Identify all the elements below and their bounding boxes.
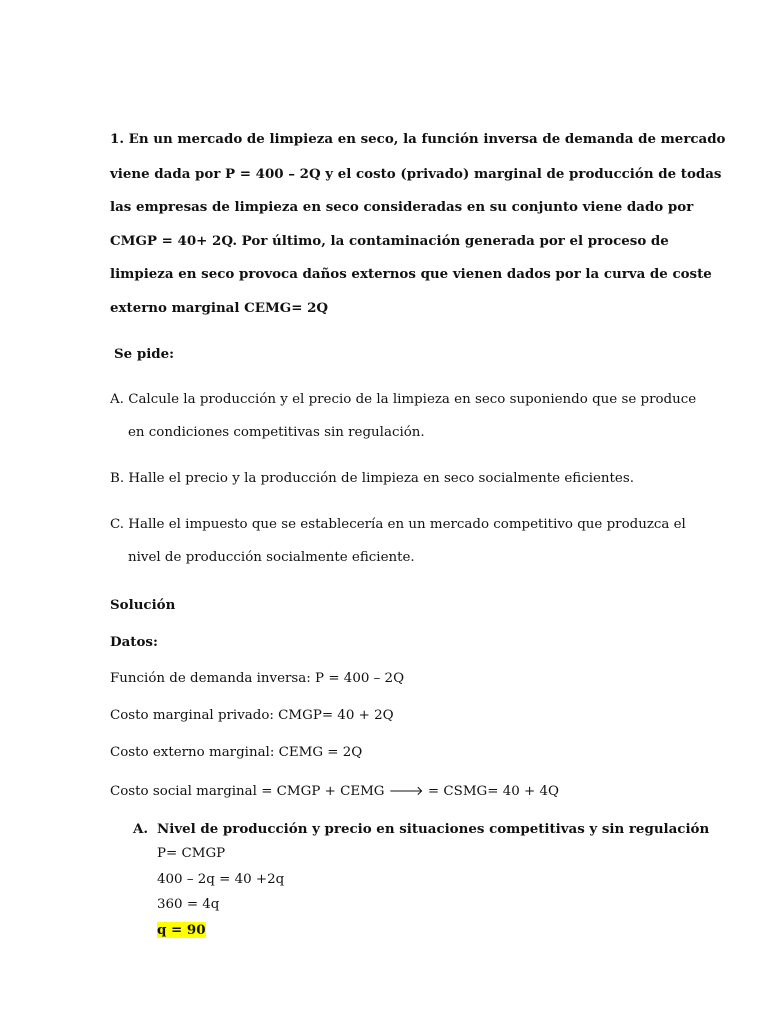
question-item-b [110,471,634,486]
item-text: Calcule la producción y el precio de la limpieza en seco suponiendo que se produce [128,392,697,407]
item-text: Halle el precio y la producción de limpieza en seco socialmente eficientes. [128,471,634,486]
item-text: Halle el impuesto que se establecería en un mercado competitivo que produzca el [128,517,686,532]
equation-step: 400 – 2q = 40 +2q [157,872,285,887]
question-item-a [110,392,696,407]
se-pide-heading: Se pide: [114,346,175,362]
data-line: Costo externo marginal: CEMG = 2Q [110,745,363,760]
problem-line: 1. En un mercado de limpieza en seco, la función inversa de demanda de mercado [110,131,726,147]
equation-step: 360 = 4q [157,897,220,912]
item-marker: A. [110,392,124,407]
social-cost-left: Costo social marginal = CMGP + CEMG [110,784,385,799]
problem-line: viene dada por P = 400 – 2Q y el costo (privado) marginal de producción de todas [110,166,722,182]
equation-step: P= CMGP [157,846,226,861]
item-text-continuation: en condiciones competitivas sin regulación. [128,425,425,440]
data-line: Costo marginal privado: CMGP= 40 + 2Q [110,708,394,723]
data-line: Función de demanda inversa: P = 400 – 2Q [110,671,405,686]
section-a-title: Nivel de producción y precio en situaciones competitivas y sin regulación [157,821,710,837]
problem-line: externo marginal CEMG= 2Q [110,300,329,316]
question-item-c [110,517,686,532]
result-line [157,922,206,938]
item-text-continuation: nivel de producción socialmente eficiente. [128,550,415,565]
section-a-marker: A. [133,821,149,837]
highlighted-result: q = 90 [157,922,206,938]
problem-line: limpieza en seco provoca daños externos que vienen dados por la curva de coste [110,266,712,282]
solucion-heading: Solución [110,597,176,613]
datos-heading: Datos: [110,634,158,650]
problem-line: las empresas de limpieza en seco consideradas en su conjunto viene dado por [110,199,694,215]
item-marker: C. [110,517,125,532]
problem-line: CMGP = 40+ 2Q. Por último, la contaminación generada por el proceso de [110,233,669,249]
item-marker: B. [110,471,125,486]
social-cost-line [110,783,559,799]
arrow-right-icon: 🡒 [388,784,424,799]
social-cost-right: = CSMG= 40 + 4Q [427,784,559,799]
